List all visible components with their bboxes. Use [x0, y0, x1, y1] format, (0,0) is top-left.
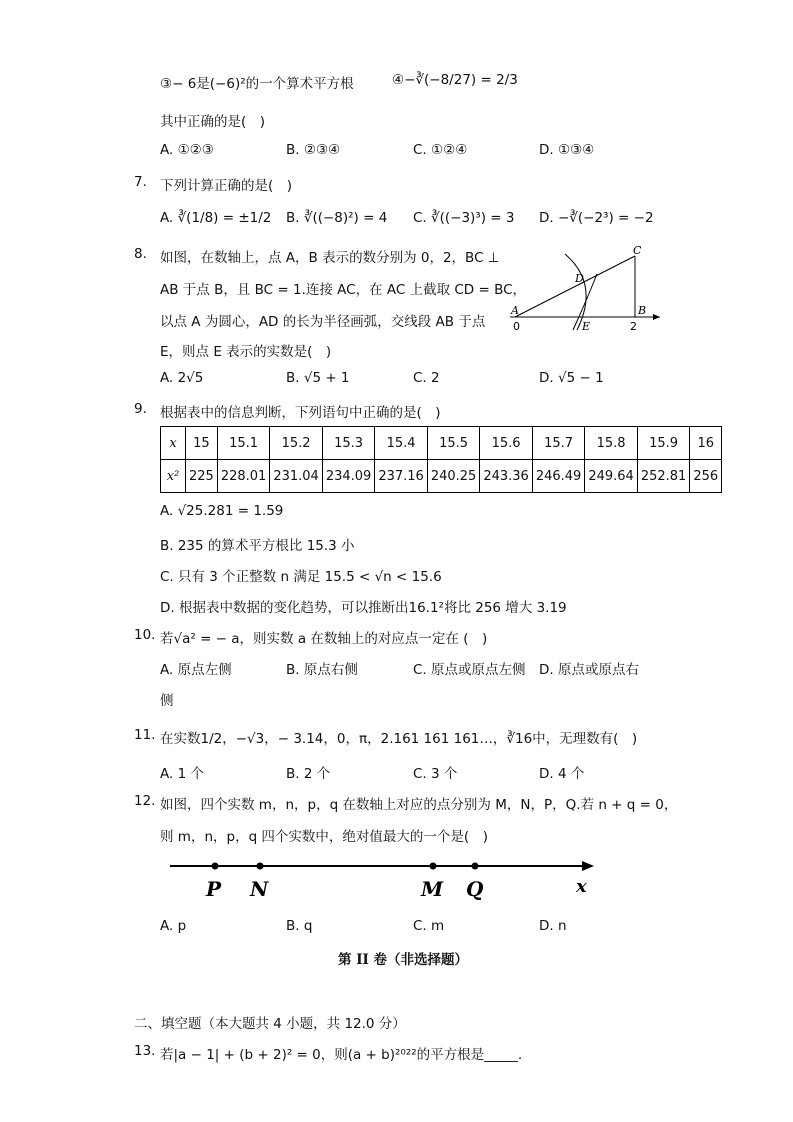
q6-option-d: D. ①③④	[539, 142, 595, 158]
table-cell: x	[161, 427, 186, 460]
label-zero: 0	[513, 320, 520, 333]
point-q-dot	[472, 863, 479, 870]
label-d: D	[575, 272, 584, 285]
q11-option-a: A. 1 个	[160, 766, 204, 782]
q6-option-b: B. ②③④	[286, 142, 341, 158]
table-cell: 237.16	[375, 460, 428, 493]
q10-number: 10.	[134, 627, 156, 643]
arrow-icon	[653, 314, 660, 320]
q7-option-b: B. ∛((−8)²) = 4	[286, 210, 388, 226]
q8-option-b: B. √5 + 1	[286, 370, 350, 386]
q9-option-d: D. 根据表中数据的变化趋势，可以推断出16.1²将比 256 增大 3.19	[160, 600, 567, 616]
table-cell: 252.81	[637, 460, 690, 493]
table-cell: 243.36	[480, 460, 533, 493]
q9-option-a: A. √25.281 = 1.59	[160, 503, 284, 519]
section-heading: 二、填空题（本大题共 4 小题，共 12.0 分）	[134, 1016, 406, 1032]
table-row-x	[161, 427, 722, 460]
point-m-dot	[430, 863, 437, 870]
q7-option-d: D. −∛(−2³) = −2	[539, 210, 654, 226]
table-cell: 15.6	[480, 427, 533, 460]
table-cell: 240.25	[427, 460, 480, 493]
q7-number: 7.	[134, 174, 147, 190]
table-cell: 15.3	[322, 427, 375, 460]
q13-number: 13.	[134, 1043, 156, 1059]
q11-option-d: D. 4 个	[539, 766, 585, 782]
table-cell: 15.1	[217, 427, 270, 460]
q8-number: 8.	[134, 246, 147, 262]
q7-option-a: A. ∛(1/8) = ±1/2	[160, 210, 272, 226]
q10-option-c: C. 原点或原点左侧	[413, 662, 526, 678]
q9-option-b: B. 235 的算术平方根比 15.3 小	[160, 538, 355, 554]
q11-stem: 在实数1/2，−√3，− 3.14，0，π，2.161 161 161…，∛16中，无理数有( )	[160, 731, 638, 747]
value-table	[160, 426, 722, 493]
axis-label: x	[576, 876, 587, 897]
table-row-x-squared	[161, 460, 722, 493]
q8-option-d: D. √5 − 1	[539, 370, 604, 386]
q8-option-a: A. 2√5	[160, 370, 204, 386]
label-c: C	[633, 244, 642, 257]
table-cell: 15.7	[532, 427, 585, 460]
q8-geometry-figure	[505, 244, 665, 334]
point-n-label: N	[250, 877, 269, 901]
table-cell: 16	[690, 427, 722, 460]
table-cell: 15.2	[270, 427, 323, 460]
table-cell: 15.9	[637, 427, 690, 460]
q12-number: 12.	[134, 793, 156, 809]
q12-option-b: B. q	[286, 918, 313, 934]
q10-wrap: 侧	[160, 693, 174, 709]
q8-line-4: E，则点 E 表示的实数是( )	[160, 344, 332, 360]
table-cell: 249.64	[585, 460, 638, 493]
table-cell: 15.4	[375, 427, 428, 460]
table-cell: 228.01	[217, 460, 270, 493]
q11-option-b: B. 2 个	[286, 766, 331, 782]
q11-number: 11.	[134, 727, 156, 743]
q9-option-c: C. 只有 3 个正整数 n 满足 15.5 < √n < 15.6	[160, 569, 442, 585]
label-two: 2	[630, 320, 637, 333]
q11-option-c: C. 3 个	[413, 766, 458, 782]
q13-stem: 若|a − 1| + (b + 2)² = 0，则(a + b)²⁰²²的平方根是_____.	[160, 1047, 523, 1063]
q9-stem: 根据表中的信息判断，下列语句中正确的是( )	[160, 405, 441, 421]
q12-line-1: 如图，四个实数 m，n，p，q 在数轴上对应的点分别为 M，N，P，Q.若 n + q = 0，	[160, 797, 678, 813]
q12-option-c: C. m	[413, 918, 445, 934]
q12-option-a: A. p	[160, 918, 187, 934]
label-e: E	[582, 320, 591, 333]
q8-option-c: C. 2	[413, 370, 440, 386]
point-p-dot	[212, 863, 219, 870]
point-n-dot	[257, 863, 264, 870]
q9-number: 9.	[134, 401, 147, 417]
label-b: B	[638, 304, 647, 317]
statement-3: ③− 6是(−6)²的一个算术平方根	[160, 76, 354, 92]
table-cell: 256	[690, 460, 722, 493]
q7-stem: 下列计算正确的是( )	[160, 178, 293, 194]
point-q-label: Q	[466, 877, 484, 901]
q8-line-3: 以点 A 为圆心，AD 的长为半径画弧，交线段 AB 于点	[160, 314, 486, 330]
table-cell: 231.04	[270, 460, 323, 493]
table-cell: x²	[161, 460, 186, 493]
q7-option-c: C. ∛((−3)³) = 3	[413, 210, 515, 226]
q12-option-d: D. n	[539, 918, 567, 934]
point-p-label: P	[206, 877, 222, 901]
statement-4: ④−∛(−8/27) = 2/3	[392, 72, 518, 88]
arrow-icon	[582, 861, 594, 871]
table-cell: 15.8	[585, 427, 638, 460]
q10-option-d: D. 原点或原点右	[539, 662, 639, 678]
table-cell: 246.49	[532, 460, 585, 493]
arc-ce	[565, 254, 586, 330]
q6-option-a: A. ①②③	[160, 142, 214, 158]
table-cell: 15	[186, 427, 218, 460]
point-m-label: M	[421, 877, 444, 901]
q12-line-2: 则 m，n，p，q 四个实数中，绝对值最大的一个是( )	[160, 829, 488, 845]
q10-stem: 若√a² = − a，则实数 a 在数轴上的对应点一定在 ( )	[160, 631, 488, 647]
q10-option-b: B. 原点右侧	[286, 662, 358, 678]
label-a: A	[511, 304, 519, 317]
q8-line-2: AB 于点 B，且 BC = 1.连接 AC，在 AC 上截取 CD = BC，	[160, 282, 527, 298]
q10-option-a: A. 原点左侧	[160, 662, 232, 678]
section-title: 第 II 卷（非选择题）	[338, 952, 469, 968]
q12-number-line	[160, 852, 600, 902]
q8-line-1: 如图，在数轴上，点 A，B 表示的数分别为 0，2，BC ⊥	[160, 250, 500, 266]
q6-option-c: C. ①②④	[413, 142, 468, 158]
table-cell: 15.5	[427, 427, 480, 460]
table-cell: 234.09	[322, 460, 375, 493]
q6-ask: 其中正确的是( )	[160, 114, 266, 130]
table-cell: 225	[186, 460, 218, 493]
